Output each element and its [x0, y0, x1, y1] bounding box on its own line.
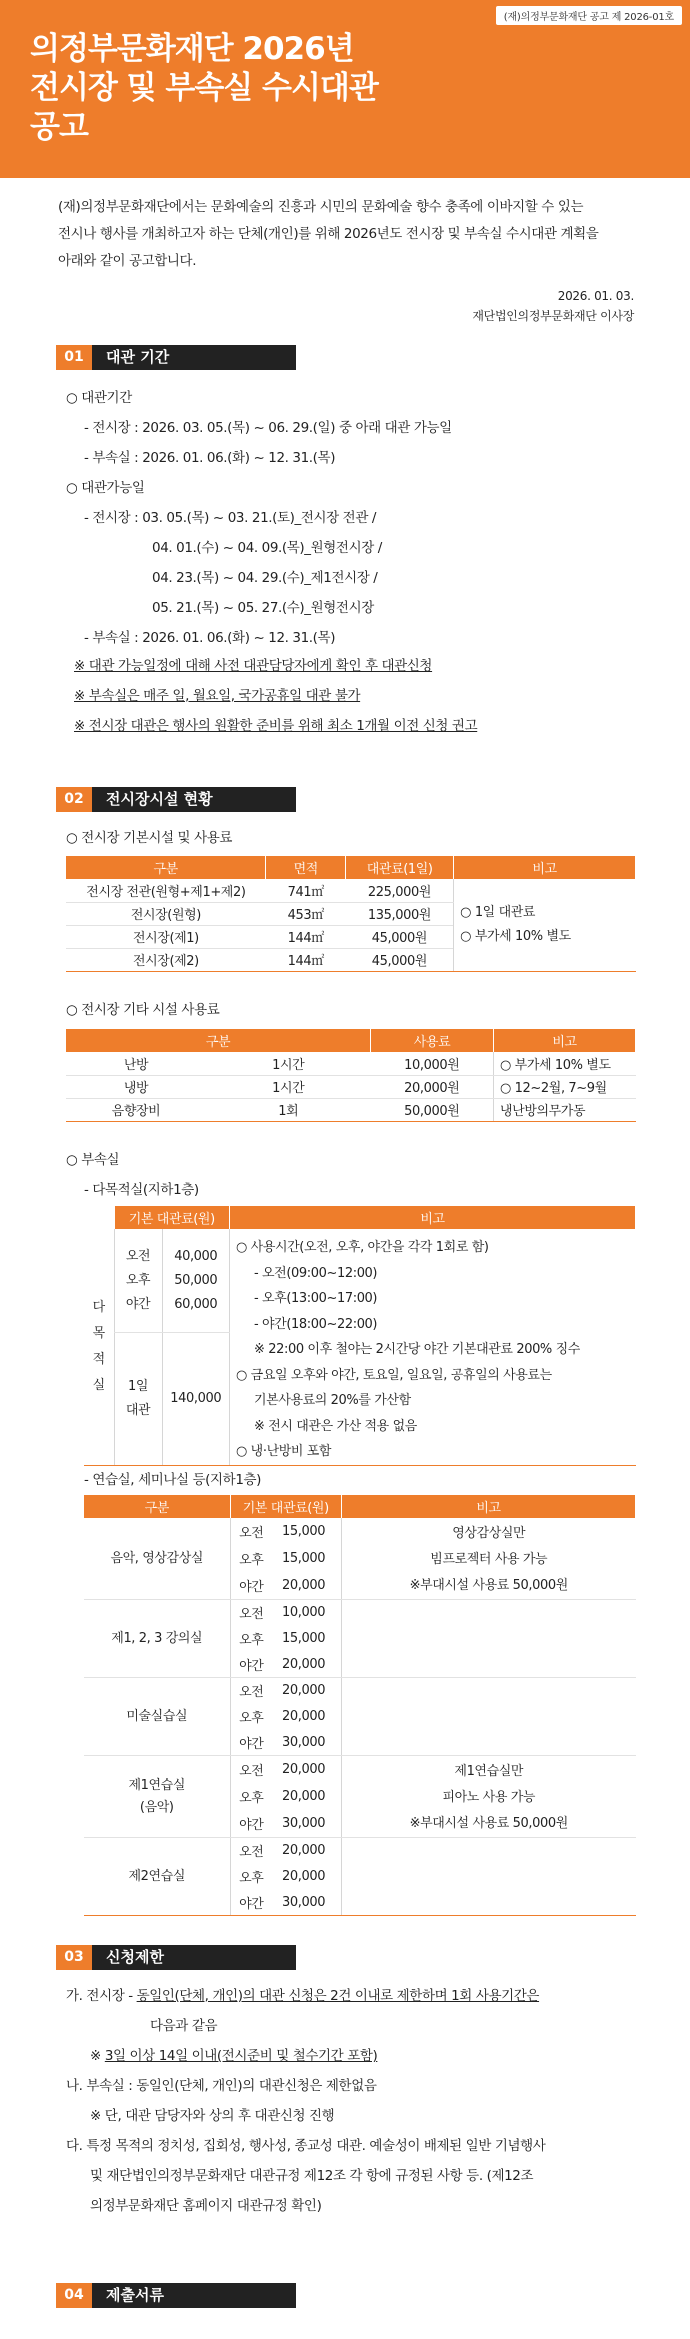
table-row: [84, 1229, 636, 1333]
room-name-char: 다: [92, 1299, 105, 1315]
restriction-line: 의정부문화재단 홈페이지 대관규정 확인): [90, 2198, 322, 2214]
table-cell: 50,000원: [371, 1098, 494, 1121]
price: 20,000: [282, 1761, 326, 1777]
table-cell: ○ 부가세 10% 별도: [494, 1052, 636, 1075]
table3-title: - 다목적실(지하1층): [84, 1182, 199, 1198]
intro-line: 아래와 같이 공고합니다.: [58, 253, 197, 269]
price: 15,000: [282, 1631, 326, 1646]
table-practice-rooms: [84, 1495, 636, 1916]
room-name-char: 적: [92, 1351, 105, 1367]
price: 15,000: [282, 1524, 326, 1540]
note-line: ○ 1일 대관료: [460, 904, 536, 920]
table-cell: 144㎡: [266, 925, 346, 948]
note-closed-days: ※ 부속실은 매주 일, 월요일, 국가공휴일 대관 불가: [74, 688, 361, 704]
time-slot: 야간: [230, 1652, 272, 1678]
col-header: 사용료: [371, 1029, 494, 1052]
table-cell: 453㎡: [266, 902, 346, 925]
time-slot: 오전: [230, 1518, 272, 1545]
note-line: ○ 금요일 오후와 야간, 토요일, 일요일, 공휴일의 사용료는: [236, 1367, 552, 1383]
table-multipurpose-room: [84, 1206, 636, 1466]
table-row: [66, 879, 636, 902]
table-row: [84, 1678, 636, 1704]
intro-line: (재)의정부문화재단에서는 문화예술의 진흥과 시민의 문화예술 향수 충족에 이바지할 수 있는: [58, 199, 584, 215]
col-header: 구분: [66, 856, 266, 879]
restriction-text: 동일인(단체, 개인)의 대관 신청은 2건 이내로 제한하며 1회 사용기간은: [136, 1988, 540, 2004]
table-cell: 음향장비: [66, 1098, 206, 1121]
table-row: [66, 1098, 636, 1121]
table-cell: 1시간: [206, 1052, 371, 1075]
title-line: 공고: [30, 109, 88, 145]
note-line: - 야간(18:00~22:00): [254, 1316, 378, 1332]
table1-title: ○ 전시장 기본시설 및 사용료: [66, 830, 232, 846]
note-mark: ※: [90, 2048, 105, 2064]
section-title: 신청제한: [106, 1948, 164, 1966]
room-name-char: 목: [92, 1325, 105, 1341]
section-header-restrictions: [56, 1945, 296, 1970]
room-name-cell: [84, 1678, 230, 1756]
price: 20,000: [282, 1788, 326, 1804]
available-date-line: 05. 21.(목) ~ 05. 27.(수)_원형전시장: [152, 600, 374, 616]
table-cell: 난방: [66, 1052, 206, 1075]
available-date-line: 04. 01.(수) ~ 04. 09.(목)_원형전시장 /: [152, 540, 382, 556]
section-header-rental-period: [56, 345, 296, 370]
time-slot: 야간: [230, 1810, 272, 1837]
available-date-line: 04. 23.(목) ~ 04. 29.(수)_제1전시장 /: [152, 570, 378, 586]
restriction-hall: [66, 1986, 539, 2006]
section-number: 02: [56, 787, 92, 812]
restriction-line: ※ 단, 대관 담당자와 상의 후 대관신청 진행: [90, 2108, 335, 2124]
note-line: - 오전(09:00~12:00): [254, 1265, 378, 1281]
room-note-cell: [342, 1756, 636, 1838]
time-slot: 오전: [230, 1678, 272, 1704]
note-apply-early: ※ 전시장 대관은 행사의 원활한 준비를 위해 최소 1개월 이전 신청 권고: [74, 718, 478, 734]
room-name: 제1, 2, 3 강의실: [111, 1630, 203, 1646]
notice-date-block: [472, 286, 634, 326]
time-slot: 대관: [125, 1402, 151, 1418]
table-cell: 냉난방의무가동: [494, 1098, 636, 1121]
price: 10,000: [282, 1605, 326, 1621]
note-line: ○ 사용시간(오전, 오후, 야간을 각각 1회로 함): [236, 1240, 489, 1255]
time-slot: 오후: [230, 1704, 272, 1730]
time-slot: 오전: [230, 1838, 272, 1864]
time-slot: 오후: [230, 1864, 272, 1890]
table-other-fees: [66, 1029, 636, 1122]
time-slot: 야간: [230, 1890, 272, 1916]
room-note-cell: [342, 1518, 636, 1600]
table-cell: 741㎡: [266, 879, 346, 902]
note-line: ○ 냉·난방비 포함: [236, 1444, 332, 1459]
time-slot: 야간: [230, 1572, 272, 1599]
annex-available-date: - 부속실 : 2026. 01. 06.(화) ~ 12. 31.(목): [84, 630, 336, 646]
hall-period: - 전시장 : 2026. 03. 05.(목) ~ 06. 29.(일) 중 아래 대관 가능일: [84, 420, 452, 436]
intro-paragraph: [58, 194, 658, 275]
note-line: ※ 22:00 이후 철야는 2시간당 야간 기본대관료 200% 징수: [254, 1342, 580, 1357]
time-slot: 야간: [230, 1730, 272, 1756]
table-cell: 135,000원: [346, 902, 454, 925]
table-cell: 45,000원: [346, 948, 454, 971]
col-header: 기본 대관료(원): [114, 1206, 230, 1229]
room-name-cell: [84, 1600, 230, 1678]
col-header: 면적: [266, 856, 346, 879]
notice-number: (재)의정부문화재단 공고 제 2026-01호: [496, 6, 682, 25]
time-slot: 오후: [230, 1626, 272, 1652]
price: 20,000: [272, 1652, 342, 1678]
time-slot: 오전: [230, 1756, 272, 1783]
table-row: [84, 1756, 636, 1783]
time-slot: 오후: [125, 1272, 151, 1288]
title-line: 전시장 및 부속실 수시대관: [30, 70, 378, 106]
table-cell: ○ 12~2월, 7~9월: [494, 1075, 636, 1098]
table2-title: ○ 전시장 기타 시설 사용료: [66, 1002, 220, 1018]
price: 20,000: [282, 1683, 326, 1699]
section-title: 대관 기간: [106, 348, 170, 366]
col-header: 구분: [84, 1495, 230, 1518]
table-cell: 전시장 전관(원형+제1+제2): [66, 879, 266, 902]
note-line: ※ 전시 대관은 가산 적용 없음: [254, 1418, 417, 1434]
table-cell: 45,000원: [346, 925, 454, 948]
col-header: 기본 대관료(원): [230, 1495, 342, 1518]
section-title: 제출서류: [106, 2286, 164, 2304]
col-header: 비고: [230, 1206, 636, 1229]
note-line: ○ 부가세 10% 별도: [460, 928, 571, 944]
table-row: [66, 1075, 636, 1098]
price: 60,000: [174, 1296, 218, 1312]
price-cell: 140,000: [162, 1333, 230, 1466]
table-cell: 전시장(제1): [66, 925, 266, 948]
restriction-prefix: 가. 전시장 -: [66, 1988, 137, 2004]
available-dates-label: ○ 대관가능일: [66, 480, 145, 496]
col-header: 대관료(1일): [346, 856, 454, 879]
table-cell: 225,000원: [346, 879, 454, 902]
note-line: 기본사용료의 20%를 가산함: [254, 1393, 411, 1408]
price: 40,000: [174, 1248, 218, 1264]
section-header-documents: [56, 2283, 296, 2308]
price: 30,000: [272, 1810, 342, 1837]
time-slot: 오전: [230, 1600, 272, 1626]
table-row: [84, 1838, 636, 1864]
section-number: 03: [56, 1945, 92, 1970]
price: 50,000: [174, 1272, 218, 1288]
room-name: 미술실습실: [126, 1708, 188, 1724]
annex-title: ○ 부속실: [66, 1152, 120, 1168]
table4-title: - 연습실, 세미나실 등(지하1층): [84, 1472, 262, 1488]
restriction-line: 다음과 같음: [150, 2018, 218, 2034]
price-cell: [162, 1229, 230, 1333]
issuer-name: 재단법인의정부문화재단 이사장: [472, 309, 634, 323]
annex-period: - 부속실 : 2026. 01. 06.(화) ~ 12. 31.(목): [84, 450, 336, 466]
header-banner: [0, 0, 690, 178]
room-note-cell: [342, 1838, 636, 1916]
price: 20,000: [282, 1869, 326, 1884]
room-note-cell: [342, 1678, 636, 1756]
restriction-purpose: 다. 특정 목적의 정치성, 집회성, 행사성, 종교성 대관. 예술성이 배제된 일반 기념행사: [66, 2138, 546, 2154]
room-note-cell: [342, 1600, 636, 1678]
restriction-line: 및 재단법인의정부문화재단 대관규정 제12조 각 항에 규정된 사항 등. (제12조: [90, 2168, 534, 2184]
note-line: - 오후(13:00~17:00): [254, 1291, 378, 1306]
col-header: 비고: [494, 1029, 636, 1052]
table-cell: 냉방: [66, 1075, 206, 1098]
table-hall-fees: [66, 856, 636, 972]
note-line: ※부대시설 사용료 50,000원: [409, 1816, 568, 1831]
col-header: 비고: [454, 856, 636, 879]
price: 20,000: [282, 1843, 326, 1859]
room-name: 음악, 영상감상실: [110, 1550, 204, 1566]
room-name-cell: [84, 1518, 230, 1600]
price: 30,000: [272, 1890, 342, 1916]
table-cell: 1회: [206, 1098, 371, 1121]
col-header-blank: [84, 1206, 114, 1229]
table-cell: 10,000원: [371, 1052, 494, 1075]
time-slot: 오후: [230, 1783, 272, 1810]
note-line: 빔프로젝터 사용 가능: [430, 1552, 548, 1567]
room-name-cell: [84, 1756, 230, 1838]
price: 20,000: [282, 1709, 326, 1724]
page-title: [30, 30, 378, 147]
time-slot-cell: [114, 1333, 162, 1466]
price: 30,000: [272, 1730, 342, 1756]
room-name: (음악): [139, 1799, 174, 1815]
time-slot-cell: [114, 1229, 162, 1333]
room-name-cell: [84, 1838, 230, 1916]
note-line: 제1연습실만: [454, 1764, 524, 1779]
section-number: 01: [56, 345, 92, 370]
notice-date: 2026. 01. 03.: [557, 289, 634, 303]
time-slot: 1일: [127, 1378, 149, 1394]
section-number: 04: [56, 2283, 92, 2308]
time-slot: 오전: [125, 1248, 151, 1264]
note-line: 영상감상실만: [452, 1526, 526, 1541]
rental-period-label: ○ 대관기간: [66, 390, 132, 406]
available-date-line: - 전시장 : 03. 05.(목) ~ 03. 21.(토)_전시장 전관 /: [84, 510, 377, 526]
table-cell: 전시장(원형): [66, 902, 266, 925]
table-row: [84, 1600, 636, 1626]
title-line: 의정부문화재단 2026년: [30, 31, 354, 67]
table-cell: 20,000원: [371, 1075, 494, 1098]
room-name: 제2연습실: [128, 1868, 185, 1884]
col-header: 비고: [342, 1495, 636, 1518]
price: 20,000: [272, 1572, 342, 1599]
restriction-annex: 나. 부속실 : 동일인(단체, 개인)의 대관신청은 제한없음: [66, 2078, 377, 2094]
restriction-text: 3일 이상 14일 이내(전시준비 및 철수기간 포함): [104, 2048, 378, 2064]
table-row: [84, 1518, 636, 1545]
note-line: ※부대시설 사용료 50,000원: [409, 1578, 568, 1593]
table-cell: 전시장(제2): [66, 948, 266, 971]
note-line: 피아노 사용 가능: [442, 1790, 536, 1805]
table-cell: 144㎡: [266, 948, 346, 971]
restriction-duration: [90, 2046, 377, 2066]
section-header-facilities: [56, 787, 296, 812]
table-row: [66, 1052, 636, 1075]
col-header: 구분: [66, 1029, 371, 1052]
price: 15,000: [282, 1551, 326, 1567]
room-name: 제1연습실: [128, 1777, 185, 1793]
multipurpose-notes: [230, 1229, 636, 1465]
hall-fees-note: [454, 879, 636, 971]
table-cell: 1시간: [206, 1075, 371, 1098]
note-confirm: ※ 대관 가능일정에 대해 사전 대관담당자에게 확인 후 대관신청: [74, 658, 433, 674]
room-name-cell: [84, 1229, 114, 1465]
section-title: 전시장시설 현황: [106, 790, 213, 808]
room-name-char: 실: [92, 1377, 105, 1393]
intro-line: 전시나 행사를 개최하고자 하는 단체(개인)를 위해 2026년도 전시장 및 부속실 수시대관 계획을: [58, 226, 599, 242]
time-slot: 야간: [125, 1296, 151, 1312]
time-slot: 오후: [230, 1545, 272, 1572]
